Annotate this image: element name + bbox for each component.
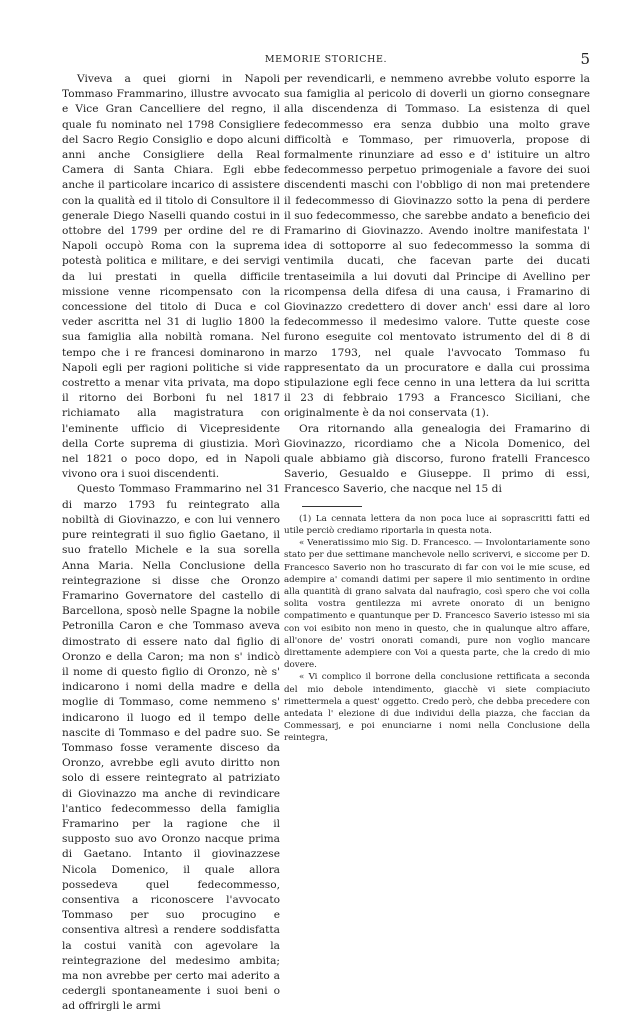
page-header — [62, 52, 590, 68]
paragraph-continuation: per revendicarli, e nemmeno avrebbe voluto esporre la sua famiglia al pericolo di doverli un giorno consegnare alla discendenza di Tommaso. La esistenza di quel fedecommesso era senza dubbio una molto grave difficoltà e Tommaso, per rimuoverla, propose di formalmente rinunziare ad esso e d' istituire un altro fedecommesso perpetuo primogeniale a favore dei suoi discendenti maschi con l'obbligo di non mai pretendere il fedecommesso di Giovinazzo sotto la pena di perdere il suo fedecommesso, che sarebbe andato a beneficio dei Framarino di Giovinazzo. Avendo inoltre manifestata l' idea di sottoporre al suo fedecommesso la somma di ventimila ducati, che facevan parte dei ducati trentaseimila a lui dovuti dal Principe di Avellino per ricompensa della difesa di una causa, i Framarino di Giovinazzo credettero di dover anch' essi dare al loro fedecommesso il medesimo valore. Tutte queste cose furono eseguite col mentovato istrumento del di 8 di marzo 1793, nel quale l'avvocato Tommaso fu rappresentato da un procuratore e dalla cui prossima stipulazione egli fece cenno in una lettera da lui scritta il 23 di febbraio 1793 a Francesco Siciliani, che originalmente è da noi conservata (1). — [284, 73, 590, 420]
left-column — [62, 72, 280, 1015]
paragraph: Ora ritornando alla genealogia dei Framarino di Giovinazzo, ricordiamo che a Nicola Domenico, del quale abbiamo già discorso, furono fratelli Francesco Saverio, Gesualdo e Giuseppe. Il primo di essi, Francesco Saverio, che nacque nel 15 di — [284, 422, 590, 496]
paragraph: Viveva a quei giorni in Napoli Tommaso Frammarino, illustre avvocato e Vice Gran Cancelliere del regno, il quale fu nominato nel 1798 Consigliere del Sacro Regio Consiglio e dopo alcuni anni anche Consigliere della Real Camera di Santa Chiara. Egli ebbe anche il particolare incarico di assistere con la qualità ed il titolo di Consultore il generale Diego Naselli quando costui in ottobre del 1799 per ordine del re di Napoli occupò Roma con la suprema potestà politica e militare, e dei servigi da lui prestati in quella difficile missione venne ricompensato con la concessione del titolo di Duca e col veder ascritta nel 31 di luglio 1800 la sua famiglia alla nobiltà romana. Nel tempo che i re francesi dominarono in Napoli egli per ragioni politiche si vide costretto a menar vita privata, ma dopo il ritorno dei Borboni fu nel 1817 richiamato alla magistratura con l'eminente ufficio di Vicepresidente della Corte suprema di giustizia. Morì nel 1821 o poco dopo, ed in Napoli vivono ora i suoi discendenti. — [62, 73, 280, 481]
right-column — [284, 72, 590, 745]
footnote-1: (1) La cennata lettera da non poca luce ai soprascritti fatti ed utile perciò crediamo riportarla in questa nota. — [284, 513, 590, 536]
footnote-letter-paragraph: « Veneratissimo mio Sig. D. Francesco. — Involontariamente sono stato per due settimane manchevole nello scrivervi, e siccome per D. Francesco Saverio non ho trascurato di far con voi le mie scuse, ed adempire a' comandi datimi per sapere il mio sentimento in ordine alla quantità di grano salvata dal naufragio, così spero che voi colla solita vostra gentilezza mi avrete onorato di un benigno compatimento e quantunque per D. Francesco Saverio istesso mi sia con voi esibito non meno in questo, che in qualunque altro affare, all'onore de' vostri onorati comandi, pure non voglio mancare direttamente adempiere con Voi a questa parte, che la credo di mio dovere. — [284, 538, 590, 671]
paragraph: Questo Tommaso Frammarino nel 31 di marzo 1793 fu reintegrato alla nobiltà di Giovinazzo, e con lui vennero pure reintegrati il suo figlio Gaetano, il suo fratello Michele e la sua sorella Anna Maria. Nella Conclusione della reintegrazione si disse che Oronzo Framarino Governatore del castello di Barcellona, sposò nelle Spagne la nobile Petronilla Caron e che Tommaso aveva dimostrato di essere nato dal figlio di Oronzo e della Caron; ma non s' indicò il nome di questo figlio di Oronzo, nè s' indicarono i nomi della madre e della moglie di Tommaso, come nemmeno s' indicarono il luogo ed il tempo delle nascite di Tommaso e del padre suo. Se Tommaso fosse veramente disceso da Oronzo, avrebbe egli avuto diritto non solo di essere reintegrato al patriziato di Giovinazzo ma anche di revindicare l'antico fedecommesso della famiglia Framarino per la ragione che il supposto suo avo Oronzo nacque prima di Gaetano. Intanto il giovinazzese Nicola Domenico, il quale allora possedeva quel fedecommesso, consentiva a riconoscere l'avvocato Tommaso per suo procugino e consentiva altresì a rendere soddisfatta la costui vanità con agevolare la reintegrazione del medesimo ambita; ma non avrebbe per certo mai aderito a cedergli spontaneamente i suoi beni o ad offrirgli le armi — [62, 483, 280, 1013]
footnotes — [284, 513, 590, 745]
page-number: 5 — [580, 50, 590, 68]
footnote-letter-paragraph: « Vi complico il borrone della conclusione rettificata a seconda del mio debole intendimento, giacchè vi siete compiaciuto rimettermela a quest' oggetto. Credo però, che debba precedere con antedata l' elezione di due individui della piazza, che faccian da Commessarj, e poi enunciarne i nomi nella Conclusione della reintegra, — [284, 672, 590, 744]
footnote-rule — [302, 506, 362, 507]
right-column-body — [284, 72, 590, 498]
running-title: MEMORIE STORICHE. — [264, 54, 388, 65]
